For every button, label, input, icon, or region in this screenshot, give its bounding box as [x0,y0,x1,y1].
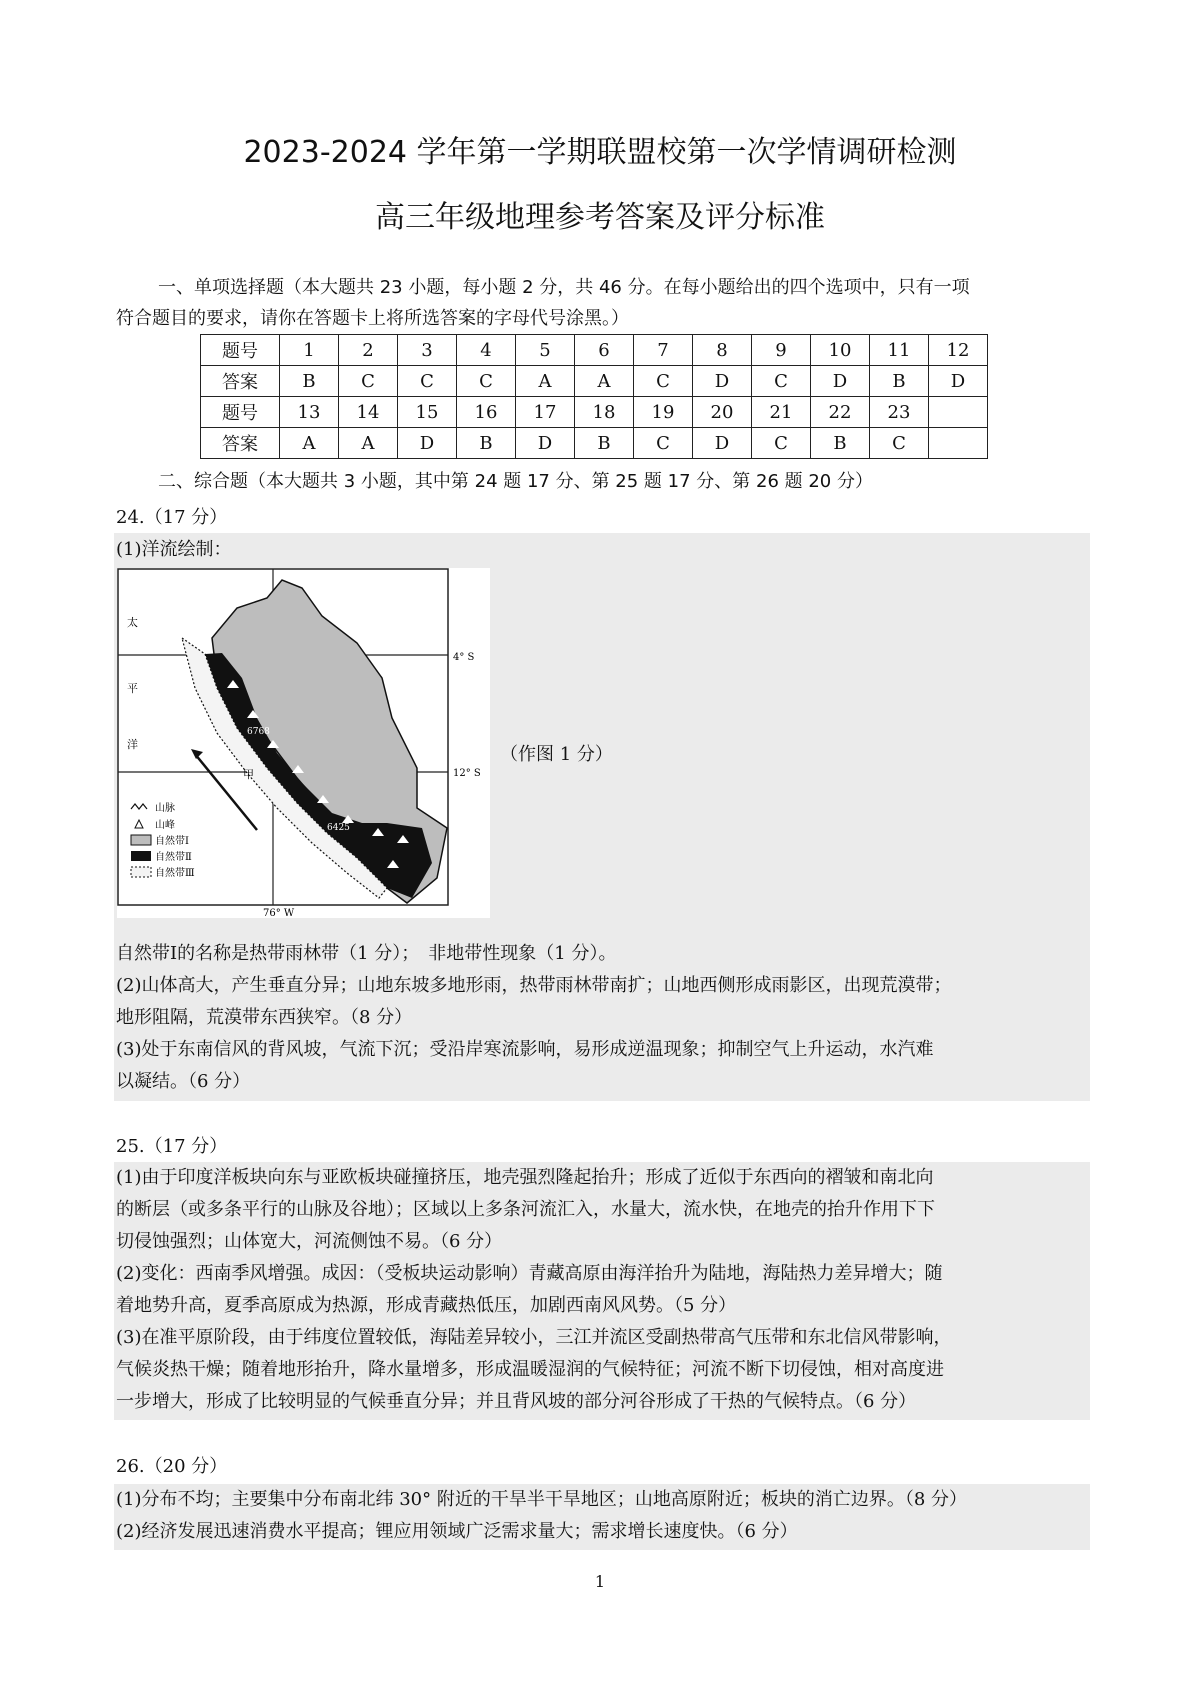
question-number: 11 [870,335,929,366]
q24-part2-line2: 地形阻隔，荒漠带东西狭窄。（8 分） [116,1007,413,1028]
lat-label-12s: 12° S [453,768,481,779]
question-number: 17 [516,397,575,428]
answer-letter: D [516,428,575,459]
answer-letter: C [752,428,811,459]
zone-iii-legend-swatch [131,867,151,877]
answer-letter: D [811,366,870,397]
section2-heading-text: 二、综合题（本大题共 3 小题，其中第 24 题 17 分、第 25 题 17 分、第 26 题 20 分） [158,471,873,492]
question-row-1 [201,335,988,366]
answer-letter: A [339,428,398,459]
answer-letter: C [752,366,811,397]
question-number: 10 [811,335,870,366]
q25-line6: (3)在准平原阶段，由于纬度位置较低，海陆差异较小，三江并流区受副热带高气压带和东北信风带影响， [116,1327,952,1348]
q25-answer-text [116,1162,1096,1418]
answer-row-1 [201,366,988,397]
section1-instructions [116,272,1096,334]
answer-letter: C [398,366,457,397]
legend-label-zone-ii: 自然带Ⅱ [155,852,192,863]
q25-line1: (1)由于印度洋板块向东与亚欧板块碰撞挤压，地壳强烈隆起抬升；形成了近似于东西向的褶皱和南北向 [116,1167,934,1188]
q24-part2-line1: (2)山体高大，产生垂直分异；山地东坡多地形雨，热带雨林带南扩；山地西侧形成雨影区，出现荒漠带； [116,975,952,996]
answer-letter: C [457,366,516,397]
answer-letter [929,428,988,459]
q24-part1-answer: 自然带Ⅰ的名称是热带雨林带（1 分）； 非地带性现象（1 分）。 [116,943,617,964]
q24-answer-text [116,938,1096,1098]
q24-part3-line1: (3)处于东南信风的背风坡，气流下沉；受沿岸寒流影响，易形成逆温现象；抑制空气上升运动，水汽难 [116,1039,934,1060]
answer-letter: C [870,428,929,459]
question-number: 4 [457,335,516,366]
answer-letter: D [398,428,457,459]
row-label-question: 题号 [201,397,280,428]
map-label-pacific-1: 太 [127,616,138,629]
q25-heading: 25.（17 分） [116,1136,228,1157]
legend-label-zone-iii: 自然带Ⅲ [155,868,195,879]
legend-label-mountain: 山脉 [155,803,175,814]
answer-letter: B [811,428,870,459]
q25-line2: 的断层（或多条平行的山脉及谷地）；区域以上多条河流汇入，水量大，流水快，在地壳的抬升作用下下 [116,1199,935,1220]
zone-i-legend-swatch [131,835,151,845]
question-number: 12 [929,335,988,366]
q26-answer-text [116,1484,1096,1548]
q25-line8: 一步增大，形成了比较明显的气候垂直分异；并且背风坡的部分河谷形成了干热的气候特点。（6 分） [116,1391,917,1412]
q24-heading: 24.（17 分） [116,507,228,528]
question-number: 21 [752,397,811,428]
question-number: 9 [752,335,811,366]
peak-label-6768: 6768 [247,727,270,737]
q26-line1: (1)分布不均；主要集中分布南北纬 30° 附近的干旱半干旱地区；山地高原附近；板块的消亡边界。（8 分） [116,1489,968,1510]
answer-letter: D [693,428,752,459]
answer-row-2 [201,428,988,459]
page-number: 1 [594,1572,606,1591]
answer-letter: C [634,366,693,397]
question-number: 5 [516,335,575,366]
section2-heading [116,466,1096,497]
drawing-score-note: （作图 1 分） [500,744,613,765]
peru-map [117,568,490,918]
question-number: 15 [398,397,457,428]
question-number: 13 [280,397,339,428]
peru-map-figure [117,568,490,918]
question-number: 23 [870,397,929,428]
q26-line2: (2)经济发展迅速消费水平提高；锂应用领域广泛需求量大；需求增长速度快。（6 分） [116,1521,798,1542]
lat-label-4s: 4° S [453,652,475,663]
answer-letter: B [280,366,339,397]
exam-subtitle: 高三年级地理参考答案及评分标准 [375,200,825,235]
answer-letter: B [870,366,929,397]
peak-label-6425: 6425 [327,823,350,833]
answer-letter: A [280,428,339,459]
row-label-answer: 答案 [201,428,280,459]
map-label-pacific-2: 平 [127,682,138,695]
q25-line5: 着地势升高，夏季高原成为热源，形成青藏热低压，加剧西南风风势。（5 分） [116,1295,737,1316]
row-label-question: 题号 [201,335,280,366]
q26-heading: 26.（20 分） [116,1456,228,1477]
q25-line7: 气候炎热干燥；随着地形抬升，降水量增多，形成温暖湿润的气候特征；河流不断下切侵蚀，相对高度进 [116,1359,944,1380]
section1-line1: 一、单项选择题（本大题共 23 小题，每小题 2 分，共 46 分。在每小题给出的四个选项中，只有一项 [158,277,970,298]
question-number [929,397,988,428]
question-number: 6 [575,335,634,366]
question-number: 8 [693,335,752,366]
map-label-pacific-3: 洋 [127,738,138,751]
zone-ii-legend-swatch [131,851,151,861]
answer-letter: A [516,366,575,397]
question-number: 22 [811,397,870,428]
answer-table [200,334,988,459]
current-label-jia: 甲 [243,768,254,781]
question-number: 16 [457,397,516,428]
row-label-answer: 答案 [201,366,280,397]
question-number: 1 [280,335,339,366]
q25-line4: (2)变化：西南季风增强。成因：（受板块运动影响）青藏高原由海洋抬升为陆地，海陆热力差异增大；随 [116,1263,943,1284]
q24-part3-line2: 以凝结。（6 分） [116,1071,251,1092]
question-number: 19 [634,397,693,428]
exam-title: 2023-2024 学年第一学期联盟校第一次学情调研检测 [243,135,957,170]
question-number: 20 [693,397,752,428]
q25-line3: 切侵蚀强烈；山体宽大，河流侧蚀不易。（6 分） [116,1231,503,1252]
question-number: 7 [634,335,693,366]
answer-letter: A [575,366,634,397]
legend-label-peak: 山峰 [155,820,175,831]
answer-letter: D [929,366,988,397]
answer-letter: C [339,366,398,397]
answer-letter: B [457,428,516,459]
lon-label-76w: 76° W [263,908,295,918]
question-row-2 [201,397,988,428]
answer-letter: B [575,428,634,459]
question-number: 2 [339,335,398,366]
q24-part1-label: (1)洋流绘制： [116,539,232,560]
answer-letter: D [693,366,752,397]
question-number: 3 [398,335,457,366]
question-number: 18 [575,397,634,428]
answer-letter: C [634,428,693,459]
section1-line2: 符合题目的要求，请你在答题卡上将所选答案的字母代号涂黑。） [116,308,629,329]
question-number: 14 [339,397,398,428]
legend-label-zone-i: 自然带Ⅰ [155,836,189,847]
